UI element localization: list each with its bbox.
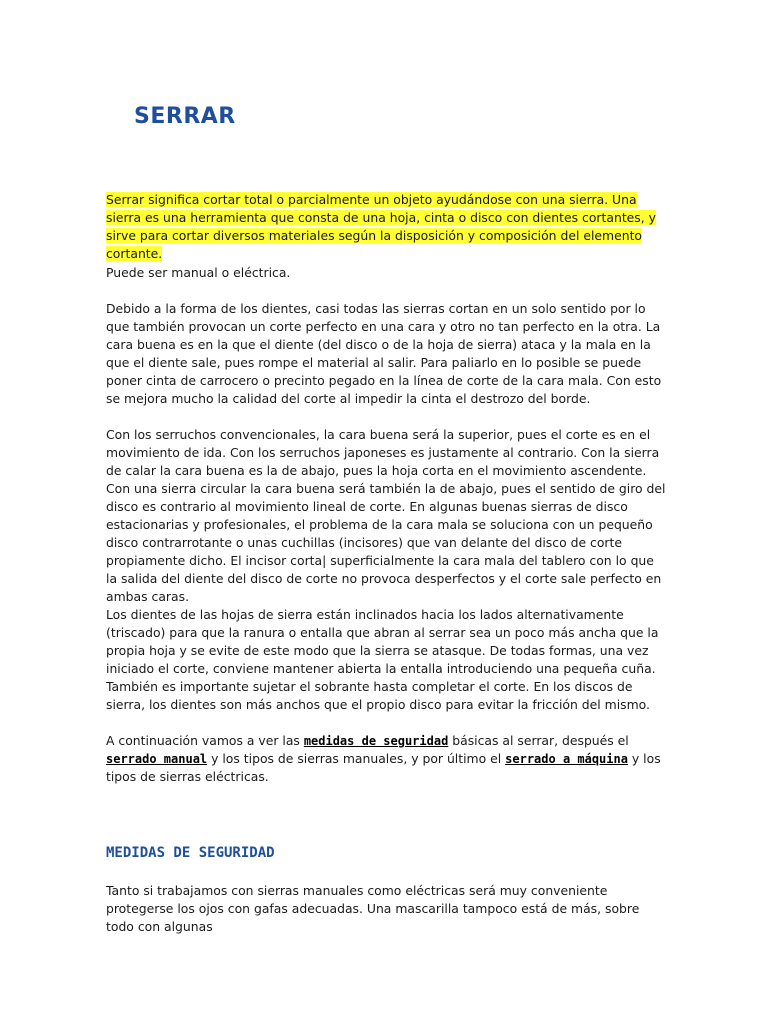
contents-text-4: y los tipos de sierras eléctricas. bbox=[106, 751, 661, 784]
section-heading-seguridad: MEDIDAS DE SEGURIDAD bbox=[106, 845, 275, 861]
paragraph-good-face: Con los serruchos convencionales, la cara buena será la superior, pues el corte es en el movimiento de ida. Con los serruchos japoneses es justamente al contrario. Con la sierra de calar la cara buena es la de abajo, pues la hoja corta en el movimiento ascendente. Con una sierra circular la cara buena será también la de abajo, pues el sentido de giro del disco es contrario al movimiento lineal de corte. En algunas buenas sierras de disco estacionarias y profesionales, el problema de la cara mala se soluciona con un pequeño disco contrarrotante o unas cuchillas (incisores) que van delante del disco de corte propiamente dicho. El incisor corta| superficialmente la cara mala del tablero con lo que la salida del diente del disco de corte no provoca desperfectos y el corte sale perfecto en ambas caras. bbox=[106, 427, 666, 604]
intro-paragraph bbox=[106, 191, 666, 263]
paragraph-teeth-shape: Debido a la forma de los dientes, casi todas las sierras cortan en un solo sentido por lo que también provocan un corte perfecto en una cara y otro no tan perfecto en la otra. La cara buena es en la que el diente (del disco o de la hoja de sierra) ataca y la mala en la que el diente sale, pues rompe el material al salir. Para paliarlo en lo posible se puede poner cinta de carrocero o precinto pegado en la línea de corte de la cara mala. Con esto se mejora mucho la calidad del corte al impedir la cinta el destrozo del borde. bbox=[106, 301, 662, 406]
contents-text-3: y los tipos de sierras manuales, y por último el bbox=[207, 751, 506, 766]
paragraph-teeth-inclination: Los dientes de las hojas de sierra están inclinados hacia los lados alternativamente (triscado) para que la ranura o entalla que abran al serrar sea un poco más ancha que la propia hoja y se evite de este modo que la sierra se atasque. De todas formas, una vez iniciado el corte, conviene mantener abierta la entalla introduciendo una pequeña cuña. También es importante sujetar el sobrante hasta completar el corte. En los discos de sierra, los dientes son más anchos que el propio disco para evitar la fricción del mismo. bbox=[106, 607, 659, 712]
highlighted-text: Serrar significa cortar total o parcialmente un objeto ayudándose con una sierra. Una sierra es una herramienta que consta de una hoja, cinta o disco con dientes cortantes, y sirve para cortar diversos materiales según la disposición y composición del elemento cortante. bbox=[106, 192, 656, 261]
page-title: SERRAR bbox=[134, 104, 236, 129]
paragraph-contents-links bbox=[106, 732, 666, 786]
contents-text-1: A continuación vamos a ver las bbox=[106, 733, 304, 748]
link-serrado-maquina[interactable]: serrado a máquina bbox=[505, 752, 628, 766]
paragraph-safety: Tanto si trabajamos con sierras manuales como eléctricas será muy conveniente protegerse los ojos con gafas adecuadas. Una mascarilla tampoco está de más, sobre todo con algunas bbox=[106, 883, 640, 934]
contents-text-2: básicas al serrar, después el bbox=[448, 733, 629, 748]
link-serrado-manual[interactable]: serrado manual bbox=[106, 752, 208, 766]
link-medidas-seguridad[interactable]: medidas de seguridad bbox=[303, 734, 449, 748]
paragraph-manual-electric: Puede ser manual o eléctrica. bbox=[106, 265, 291, 280]
